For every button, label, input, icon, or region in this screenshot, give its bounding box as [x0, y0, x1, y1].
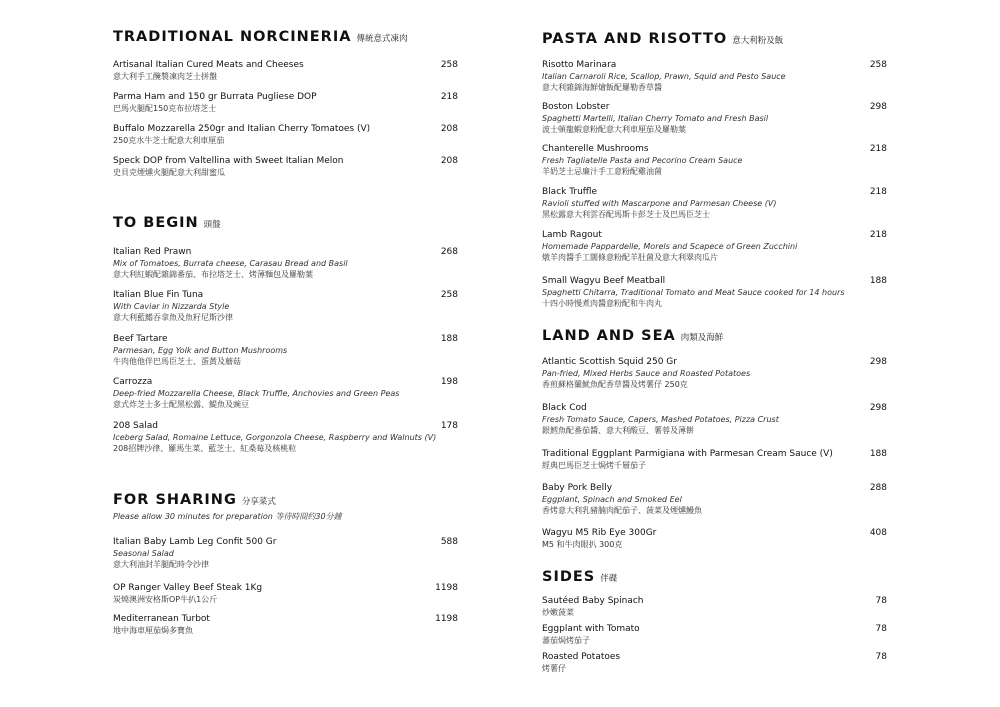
section-title-zh: 傳統意式凍肉	[356, 34, 408, 44]
item-price: 268	[440, 247, 458, 257]
section-title-zh: 意大利粉及飯	[732, 36, 784, 46]
item-name-zh: 經典巴馬臣芝士焗烤千層茄子	[542, 461, 646, 470]
item-name: Wagyu M5 Rib Eye 300Gr	[542, 528, 657, 538]
item-name-zh: 香烤意大利乳豬腩肉配茄子、菠菜及煙燻鰻魚	[542, 506, 702, 515]
section-title-zh: 伴碟	[600, 574, 618, 584]
item-description: With Caviar in Nizzarda Style	[113, 302, 230, 311]
item-name: 208 Salad	[113, 421, 158, 431]
item-description: Italian Carnaroli Rice, Scallop, Prawn, Squid and Pesto Sauce	[542, 72, 786, 81]
item-description: Homemade Pappardelle, Morels and Scapece of Green Zucchini	[542, 242, 798, 251]
item-price: 78	[875, 596, 887, 606]
item-description: Deep-fried Mozzarella Cheese, Black Truffle, Anchovies and Green Peas	[113, 389, 400, 398]
item-name: Italian Red Prawn	[113, 247, 192, 257]
section-header	[113, 215, 458, 231]
menu-item	[113, 420, 458, 455]
section-pasta-and-risotto	[542, 31, 887, 47]
item-price: 298	[869, 403, 887, 413]
item-description: Spaghetti Martelli, Italian Cherry Tomato and Fresh Basil	[542, 114, 769, 123]
item-price: 298	[869, 357, 887, 367]
item-price: 258	[869, 60, 887, 70]
item-name-zh: 蕃茄焗烤茄子	[542, 636, 590, 645]
item-price: 218	[869, 230, 887, 240]
item-description: Eggplant, Spinach and Smoked Eel	[542, 495, 682, 504]
item-name: Speck DOP from Valtellina with Sweet Italian Melon	[113, 156, 344, 166]
item-price: 588	[440, 537, 458, 547]
item-name-zh: 意大利油封羊腿配時令沙律	[113, 560, 209, 569]
item-name-zh: 炭燒澳洲安格斯OP牛扒1公斤	[113, 595, 218, 604]
section-title: PASTA AND RISOTTO	[542, 31, 728, 47]
menu-item	[542, 229, 887, 264]
item-name: Lamb Ragout	[542, 230, 602, 240]
item-description: Spaghetti Chitarra, Traditional Tomato and Meat Sauce cooked for 14 hours	[542, 288, 845, 297]
section-header	[113, 29, 458, 45]
menu-item	[113, 582, 458, 606]
item-price: 198	[440, 377, 458, 387]
menu-item	[542, 482, 887, 517]
item-name-zh: 意大利藍鰭吞拿魚及魚籽尼斯沙律	[113, 313, 233, 322]
item-name: Boston Lobster	[542, 102, 610, 112]
item-price: 218	[440, 92, 458, 102]
item-name: Traditional Eggplant Parmigiana with Parmesan Cream Sauce (V)	[542, 449, 833, 459]
item-price: 408	[869, 528, 887, 538]
menu-item	[542, 651, 887, 675]
section-title: TO BEGIN	[113, 215, 199, 231]
item-name-zh: 羊奶芝士忌廉汁手工意粉配雞油菌	[542, 167, 662, 176]
menu-item	[542, 143, 887, 178]
item-price: 78	[875, 652, 887, 662]
menu-item	[113, 155, 458, 179]
menu-item	[542, 186, 887, 221]
section-sides	[542, 569, 887, 585]
item-name-zh: 250克水牛芝士配意大利車厘茄	[113, 136, 225, 145]
menu-item	[113, 613, 458, 637]
menu-item	[113, 289, 458, 324]
item-description: Fresh Tagliatelle Pasta and Pecorino Cream Sauce	[542, 156, 743, 165]
section-title-zh: 肉類及海鮮	[680, 333, 724, 343]
section-title-zh: 分享菜式	[241, 497, 276, 507]
item-description: Ravioli stuffed with Mascarpone and Parmesan Cheese (V)	[542, 199, 777, 208]
section-title: SIDES	[542, 569, 596, 585]
item-name-zh: 烤薯仔	[542, 664, 566, 673]
item-name-zh: 意大利雜錦海鮮燴飯配羅勒香草醬	[542, 83, 662, 92]
item-name: Atlantic Scottish Squid 250 Gr	[542, 357, 677, 367]
section-header	[542, 31, 887, 47]
section-title: TRADITIONAL NORCINERIA	[113, 29, 352, 45]
item-price: 188	[869, 276, 887, 286]
item-price: 188	[869, 449, 887, 459]
item-price: 1198	[435, 583, 458, 593]
item-price: 288	[869, 483, 887, 493]
menu-item	[542, 101, 887, 136]
menu-item	[542, 356, 887, 391]
item-name: Artisanal Italian Cured Meats and Cheeses	[113, 60, 304, 70]
item-name-zh: 意式炸芝士多士配黑松露、鯷魚及豌豆	[113, 400, 249, 409]
item-description: Mix of Tomatoes, Burrata cheese, Carasau Bread and Basil	[113, 259, 348, 268]
menu-item	[542, 595, 887, 619]
item-description: Fresh Tomato Sauce, Capers, Mashed Potatoes, Pizza Crust	[542, 415, 779, 424]
item-price: 258	[440, 290, 458, 300]
item-name-zh: 波士頓龍蝦意粉配意大利車厘茄及羅勒葉	[542, 125, 686, 134]
item-name-zh: 銀鱈魚配番茄醬、意大利酸豆、薯蓉及薄餅	[542, 426, 694, 435]
section-for-sharing	[113, 492, 458, 522]
item-price: 298	[869, 102, 887, 112]
menu-item	[542, 59, 887, 94]
item-name: Parma Ham and 150 gr Burrata Pugliese DOP	[113, 92, 317, 102]
menu-item	[542, 527, 887, 551]
menu-item	[113, 536, 458, 571]
item-name: Italian Blue Fin Tuna	[113, 290, 204, 300]
menu-item	[542, 448, 887, 472]
section-header	[542, 328, 887, 344]
item-name-zh: 牛肉他他伴巴馬臣芝士、蛋黃及蘑菇	[113, 357, 241, 366]
section-title: LAND AND SEA	[542, 328, 676, 344]
section-traditional-norcineria	[113, 29, 458, 45]
item-name: Roasted Potatoes	[542, 652, 621, 662]
section-header	[113, 492, 458, 508]
item-name-zh: 地中海車厘茄焗多寶魚	[113, 626, 193, 635]
item-name: Chanterelle Mushrooms	[542, 144, 649, 154]
item-name: Beef Tartare	[113, 334, 168, 344]
item-name-zh: 意大利手工醃製凍肉芝士拼盤	[113, 72, 217, 81]
item-name-zh: 香煎蘇格蘭魷魚配香草醬及烤薯仔 250克	[542, 380, 688, 389]
item-price: 1198	[435, 614, 458, 624]
item-name: Carrozza	[113, 377, 153, 387]
section-title-zh: 頭盤	[203, 220, 221, 230]
menu-item	[113, 333, 458, 368]
item-name: Black Cod	[542, 403, 587, 413]
item-name-zh: 巴馬火腿配150克布拉塔芝士	[113, 104, 217, 113]
item-description: Iceberg Salad, Romaine Lettuce, Gorgonzola Cheese, Raspberry and Walnuts (V)	[113, 433, 437, 442]
item-name-zh: 黑松露意大利雲吞配馬斯卡彭芝士及巴馬臣芝士	[542, 210, 710, 219]
item-name-zh: 十四小時慢煮肉醬意粉配和牛肉丸	[542, 299, 662, 308]
section-title: FOR SHARING	[113, 492, 237, 508]
item-name: Mediterranean Turbot	[113, 614, 210, 624]
item-name: Risotto Marinara	[542, 60, 617, 70]
item-name: OP Ranger Valley Beef Steak 1Kg	[113, 583, 263, 593]
section-header	[542, 569, 887, 585]
item-price: 78	[875, 624, 887, 634]
item-name-zh: 史貝克煙燻火腿配意大利甜蜜瓜	[113, 168, 225, 177]
item-name: Black Truffle	[542, 187, 598, 197]
menu-item	[113, 123, 458, 147]
item-name-zh: 208招牌沙律、羅馬生菜、藍芝士、紅桑莓及核桃粒	[113, 444, 297, 453]
menu-item	[113, 59, 458, 83]
section-to-begin	[113, 215, 458, 231]
item-price: 188	[440, 334, 458, 344]
menu-item	[113, 91, 458, 115]
item-name-zh: 燉羊肉醬手工闊條意粉配羊肚菌及意大利翠肉瓜片	[542, 253, 718, 262]
item-name: Italian Baby Lamb Leg Confit 500 Gr	[113, 537, 277, 547]
item-name: Baby Pork Belly	[542, 483, 613, 493]
item-description: Parmesan, Egg Yolk and Button Mushrooms	[113, 346, 288, 355]
item-price: 258	[440, 60, 458, 70]
menu-item	[542, 275, 887, 310]
menu-item	[542, 623, 887, 647]
item-name-zh: 炒嫩菠菜	[542, 608, 574, 617]
menu-item	[113, 246, 458, 281]
item-description: Seasonal Salad	[113, 549, 174, 558]
item-price: 208	[440, 124, 458, 134]
item-price: 178	[440, 421, 458, 431]
item-name-zh: M5 和牛肉眼扒 300克	[542, 540, 623, 549]
item-description: Pan-fried, Mixed Herbs Sauce and Roasted Potatoes	[542, 369, 751, 378]
section-land-and-sea	[542, 328, 887, 344]
section-note: Please allow 30 minutes for preparation 等待時間約30分鐘	[113, 512, 342, 521]
menu-item	[113, 376, 458, 411]
item-price: 218	[869, 187, 887, 197]
item-name: Small Wagyu Beef Meatball	[542, 276, 666, 286]
item-name: Sautéed Baby Spinach	[542, 596, 644, 606]
item-name: Buffalo Mozzarella 250gr and Italian Cherry Tomatoes (V)	[113, 124, 371, 134]
item-price: 218	[869, 144, 887, 154]
menu-item	[542, 402, 887, 437]
item-name: Eggplant with Tomato	[542, 624, 640, 634]
item-name-zh: 意大利紅蝦配雜錦番茄、布拉塔芝士、烤薄麵包及羅勒葉	[113, 270, 313, 279]
item-price: 208	[440, 156, 458, 166]
